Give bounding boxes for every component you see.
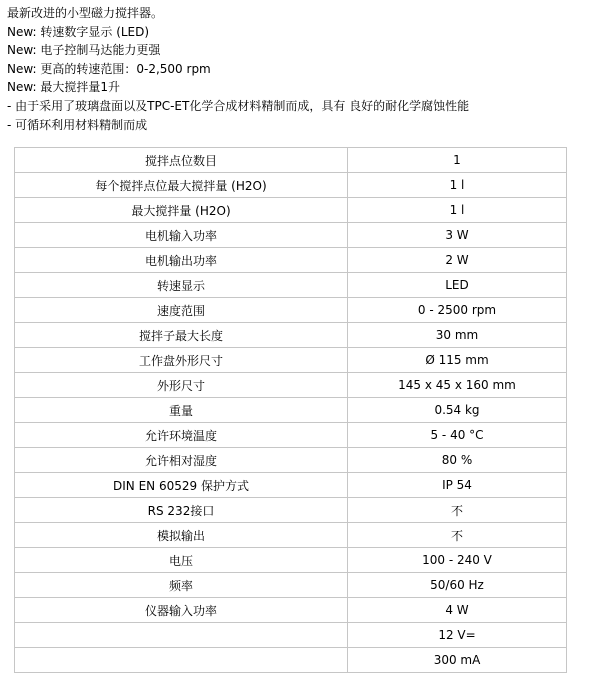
spec-value: 1 l xyxy=(348,173,567,198)
table-row xyxy=(15,398,567,423)
spec-label: 外形尺寸 xyxy=(15,373,348,398)
spec-label: RS 232接口 xyxy=(15,498,348,523)
table-row xyxy=(15,373,567,398)
table-row xyxy=(15,298,567,323)
spec-label: 电机输出功率 xyxy=(15,248,348,273)
spec-label: 频率 xyxy=(15,573,348,598)
spec-value: 0.54 kg xyxy=(348,398,567,423)
table-row xyxy=(15,148,567,173)
spec-value: 1 l xyxy=(348,198,567,223)
spec-value: 不 xyxy=(348,523,567,548)
table-row xyxy=(15,573,567,598)
product-intro xyxy=(7,4,587,134)
spec-value: 100 - 240 V xyxy=(348,548,567,573)
intro-line: New: 最大搅拌量1升 xyxy=(7,80,121,95)
table-row xyxy=(15,223,567,248)
spec-value: 3 W xyxy=(348,223,567,248)
table-row xyxy=(15,273,567,298)
spec-value: 不 xyxy=(348,498,567,523)
spec-value: Ø 115 mm xyxy=(348,348,567,373)
spec-label: 重量 xyxy=(15,398,348,423)
spec-value: 5 - 40 °C xyxy=(348,423,567,448)
table-row xyxy=(15,473,567,498)
spec-value: 50/60 Hz xyxy=(348,573,567,598)
spec-value: 30 mm xyxy=(348,323,567,348)
intro-line: - 由于采用了玻璃盘面以及TPC-ET化学合成材料精制而成，具有 良好的耐化学腐蚀性能 xyxy=(7,98,470,113)
spec-label: 电机输入功率 xyxy=(15,223,348,248)
spec-value: 2 W xyxy=(348,248,567,273)
intro-line: New: 电子控制马达能力更强 xyxy=(7,43,161,58)
table-row xyxy=(15,173,567,198)
spec-value: 0 - 2500 rpm xyxy=(348,298,567,323)
table-row xyxy=(15,648,567,673)
spec-label: 转速显示 xyxy=(15,273,348,298)
spec-value: 145 x 45 x 160 mm xyxy=(348,373,567,398)
spec-label xyxy=(15,623,348,648)
spec-value: 1 xyxy=(348,148,567,173)
table-row xyxy=(15,198,567,223)
spec-value: 80 % xyxy=(348,448,567,473)
table-row xyxy=(15,548,567,573)
spec-label: 电压 xyxy=(15,548,348,573)
spec-table xyxy=(14,147,567,673)
intro-line: New: 转速数字显示 (LED) xyxy=(7,24,150,39)
spec-value: LED xyxy=(348,273,567,298)
intro-line: 最新改进的小型磁力搅拌器。 xyxy=(7,6,164,20)
spec-label: 仪器输入功率 xyxy=(15,598,348,623)
spec-label: 速度范围 xyxy=(15,298,348,323)
intro-line: New: 更高的转速范围：0-2,500 rpm xyxy=(7,61,211,76)
spec-label: DIN EN 60529 保护方式 xyxy=(15,473,348,498)
table-row xyxy=(15,523,567,548)
table-row xyxy=(15,323,567,348)
table-row xyxy=(15,423,567,448)
table-row xyxy=(15,623,567,648)
spec-label: 最大搅拌量 (H2O) xyxy=(15,198,348,223)
spec-label: 允许相对湿度 xyxy=(15,448,348,473)
table-row xyxy=(15,598,567,623)
spec-label xyxy=(15,648,348,673)
spec-label: 允许环境温度 xyxy=(15,423,348,448)
table-row xyxy=(15,498,567,523)
intro-line: - 可循环利用材料精制而成 xyxy=(7,117,148,132)
spec-value: 12 V= xyxy=(348,623,567,648)
table-row xyxy=(15,248,567,273)
spec-label: 搅拌子最大长度 xyxy=(15,323,348,348)
table-row xyxy=(15,448,567,473)
spec-label: 搅拌点位数目 xyxy=(15,148,348,173)
spec-label: 模拟输出 xyxy=(15,523,348,548)
table-row xyxy=(15,348,567,373)
spec-value: 4 W xyxy=(348,598,567,623)
spec-label: 每个搅拌点位最大搅拌量 (H2O) xyxy=(15,173,348,198)
spec-label: 工作盘外形尺寸 xyxy=(15,348,348,373)
spec-value: IP 54 xyxy=(348,473,567,498)
spec-value: 300 mA xyxy=(348,648,567,673)
